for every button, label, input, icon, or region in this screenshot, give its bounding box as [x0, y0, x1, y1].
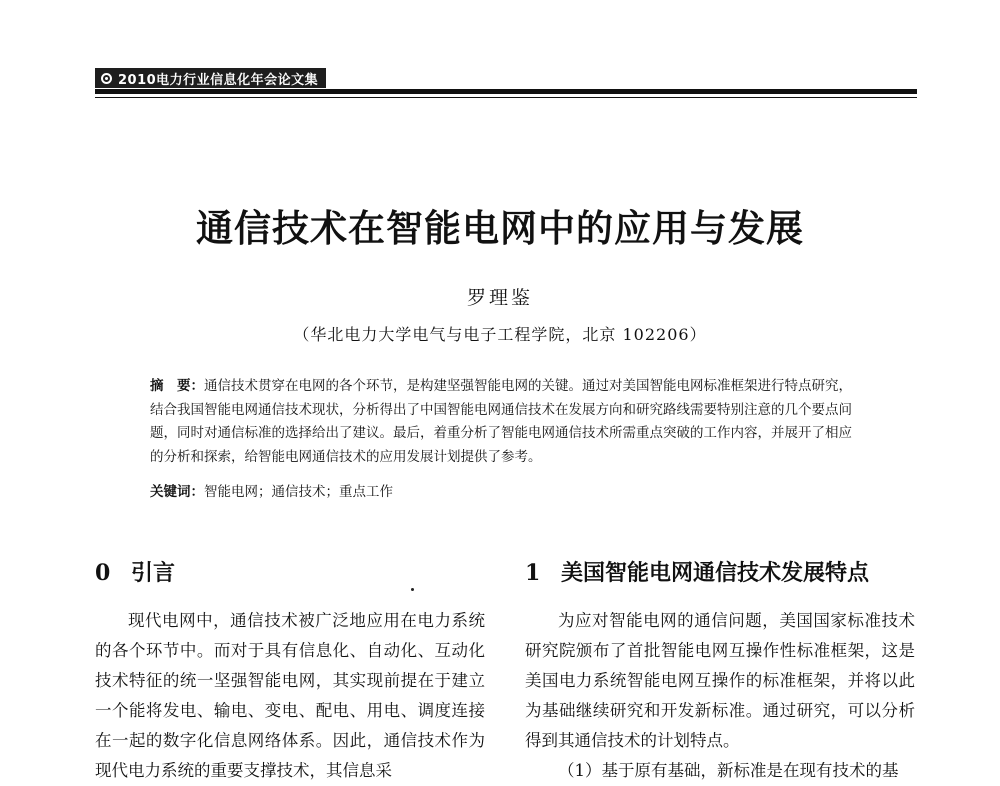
section-heading: [95, 555, 485, 591]
header-rule-thick: [95, 89, 917, 94]
keywords: [150, 481, 865, 503]
right-column: [525, 555, 915, 786]
section-title: 引言: [131, 560, 176, 586]
header-rule-thin: [95, 97, 917, 98]
left-column: [95, 555, 485, 786]
seal-icon: [101, 73, 112, 84]
section-number: 0: [95, 560, 111, 586]
journal-title: 2010电力行业信息化年会论文集: [118, 72, 319, 88]
keywords-text: 智能电网；通信技术；重点工作: [204, 484, 393, 500]
abstract-text: 通信技术贯穿在电网的各个环节，是构建坚强智能电网的关键。通过对美国智能电网标准框架进行特点研究，结合我国智能电网通信技术现状，分析得出了中国智能电网通信技术在发展方向和研究路线需要特别注意的几个要点问题，同时对通信标准的选择给出了建议。最后，着重分析了智能电网通信技术所需重点突破的工作内容，并展开了相应的分析和探索，给智能电网通信技术的应用发展计划提供了参考。: [150, 378, 852, 465]
abstract: [150, 375, 865, 469]
paper-author: 罗理鉴: [466, 287, 533, 309]
section-paragraph: 现代电网中，通信技术被广泛地应用在电力系统的各个环节中。而对于具有信息化、自动化、互动化技术特征的统一坚强智能电网，其实现前提在于建立一个能将发电、输电、变电、配电、用电、调度连接在一起的数字化信息网络体系。因此，通信技术作为现代电力系统的重要支撑技术，其信息采: [95, 611, 485, 780]
section-paragraph: （1）基于原有基础，新标准是在现有技术的基: [558, 761, 899, 780]
section-paragraph: 为应对智能电网的通信问题，美国国家标准技术研究院颁布了首批智能电网互操作性标准框架，这是美国电力系统智能电网互操作的标准框架，并将以此为基础继续研究和开发新标准。通过研究，可以分析得到其通信技术的计划特点。: [525, 611, 915, 750]
abstract-label: 摘 要：: [150, 378, 204, 394]
section-heading: [525, 555, 915, 591]
paper-affiliation: （华北电力大学电气与电子工程学院，北京 102206）: [293, 325, 707, 344]
keywords-label: 关键词：: [150, 484, 204, 500]
section-number: 1: [525, 560, 541, 586]
journal-header: [95, 68, 326, 88]
paper-title: 通信技术在智能电网中的应用与发展: [196, 206, 804, 250]
section-title: 美国智能电网通信技术发展特点: [561, 560, 870, 586]
